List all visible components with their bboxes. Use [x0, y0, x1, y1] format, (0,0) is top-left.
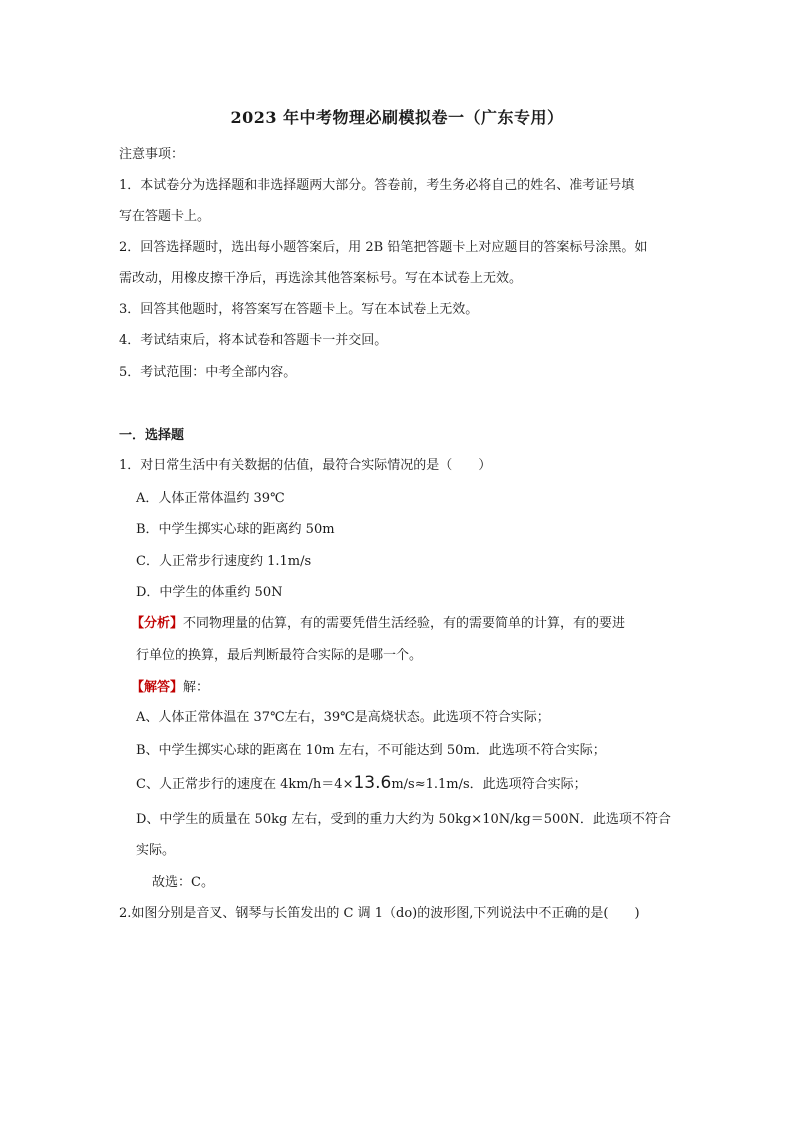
- notes-heading: 注意事项：: [119, 147, 185, 162]
- answer-tag: 【解答】: [131, 680, 184, 695]
- explanation-c-fraction: 13.6: [353, 773, 392, 793]
- note-line-5: 3．回答其他题时，将答案写在答题卡上。写在本试卷上无效。: [119, 302, 479, 317]
- option-a: A．人体正常体温约 39℃: [136, 491, 285, 506]
- note-line-2: 写在答题卡上。: [119, 209, 211, 224]
- note-line-7: 5．考试范围：中考全部内容。: [119, 365, 297, 380]
- explanation-c: [136, 774, 696, 794]
- option-b: B．中学生掷实心球的距离约 50m: [136, 522, 335, 537]
- page-title: 2023 年中考物理必刷模拟卷一（广东专用）: [230, 108, 564, 127]
- option-d: D．中学生的体重约 50N: [136, 585, 283, 600]
- option-c: C．人正常步行速度约 1.1m/s: [136, 554, 312, 569]
- explanation-b: B、中学生掷实心球的距离在 10m 左右，不可能达到 50m．此选项不符合实际；: [136, 743, 606, 758]
- answer-line: [131, 679, 691, 697]
- note-line-1: 1．本试卷分为选择题和非选择题两大部分。答卷前，考生务必将自己的姓名、准考证号填: [119, 178, 635, 193]
- explanation-d-1: D、中学生的质量在 50kg 左右，受到的重力大约为 50kg×10N/kg＝500N．此选项不符合: [136, 812, 671, 827]
- analysis-line-1: [131, 615, 691, 633]
- answer-intro: 解：: [183, 680, 210, 695]
- analysis-line-2: 行单位的换算，最后判断最符合实际的是哪一个。: [136, 648, 423, 663]
- final-choice: 故选：C。: [152, 875, 214, 890]
- question-1-stem: 1．对日常生活中有关数据的估值，最符合实际情况的是（ ）: [119, 458, 492, 473]
- note-line-4: 需改动，用橡皮擦干净后，再选涂其他答案标号。写在本试卷上无效。: [119, 271, 523, 286]
- question-2-stem: 2.如图分别是音叉、钢琴与长笛发出的 C 调 1（do)的波形图,下列说法中不正确的是( ): [119, 906, 640, 921]
- explanation-c-pre: C、人正常步行的速度在 4km/h＝4×: [136, 777, 354, 792]
- section-heading: 一．选择题: [119, 428, 185, 443]
- analysis-text-1: 不同物理量的估算，有的需要凭借生活经验，有的需要简单的计算，有的要进: [183, 616, 626, 631]
- explanation-a: A、人体正常体温在 37℃左右，39℃是高烧状态。此选项不符合实际；: [136, 710, 550, 725]
- explanation-d-2: 实际。: [136, 843, 176, 858]
- note-line-6: 4．考试结束后，将本试卷和答题卡一并交回。: [119, 333, 388, 348]
- note-line-3: 2．回答选择题时，选出每小题答案后，用 2B 铅笔把答题卡上对应题目的答案标号涂黑。如: [119, 240, 648, 255]
- analysis-tag: 【分析】: [131, 616, 184, 631]
- explanation-c-post: m/s≈1.1m/s．此选项符合实际；: [391, 777, 587, 792]
